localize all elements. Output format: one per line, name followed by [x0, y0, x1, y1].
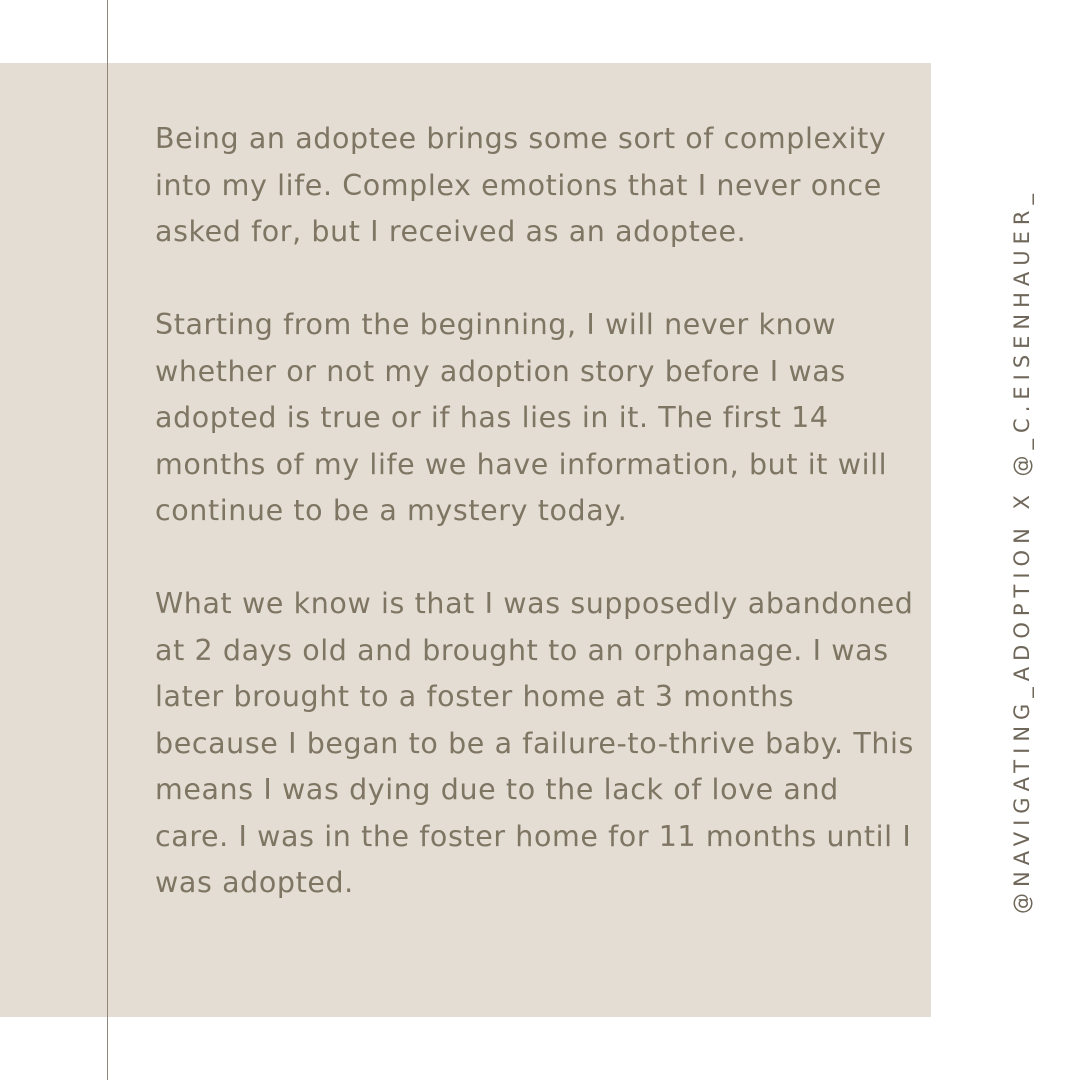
paragraph-2: Starting from the beginning, I will never know whether or not my adoption story before I was adopted is true or if has lies in it. The first 14 months of my life we have information, but it will continue to be a mystery today.	[155, 308, 888, 527]
vertical-divider-line	[107, 0, 108, 1080]
post-body	[155, 116, 915, 907]
paragraph-1: Being an adoptee brings some sort of complexity into my life. Complex emotions that I never once asked for, but I received as an adoptee.	[155, 122, 887, 248]
paragraph-3: What we know is that I was supposedly abandoned at 2 days old and brought to an orphanage. I was later brought to a foster home at 3 months because I began to be a failure-to-thrive baby. This means I was dying due to the lack of love and care. I was in the foster home for 11 months until I was adopted.	[155, 587, 914, 899]
account-handle-credit: @NAVIGATING_ADOPTION X @_C.EISENHAUER_	[1010, 187, 1034, 914]
